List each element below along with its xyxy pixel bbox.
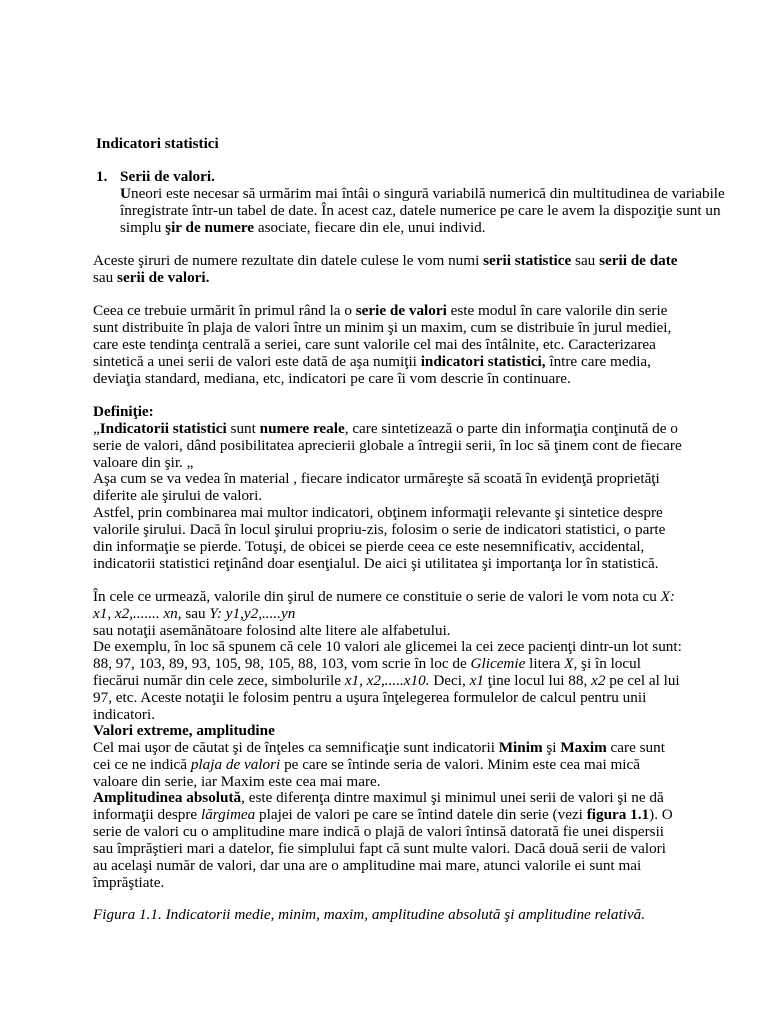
paragraph-serie-valori <box>93 303 683 388</box>
bold-term: Minim <box>498 739 543 756</box>
text-run: De exemplu, în loc să spunem că cele 10 valori ale glicemei la cei zece pacienţi dintr-un lot sunt: 88, 97, 103, 89, 93, 105, 98, 105, 88, 103, vom scrie în loc de <box>93 638 682 672</box>
text-run: „ <box>93 420 100 437</box>
text-run: pe cel al lui 97, etc. Aceste notaţii le folosim pentru a uşura înţelegerea formulelor de calcul pentru unii indicatori. <box>93 671 680 723</box>
italic-term: Glicemie <box>470 654 526 672</box>
bold-term: serii de valori. <box>117 268 210 286</box>
italic-term: lărgimea <box>200 805 256 823</box>
text-run: asociate, fiecare din ele, unui individ. <box>254 218 486 236</box>
text-run: plajei de valori pe care se întind datele din serie (vezi <box>255 805 587 823</box>
paragraph-proprietati: Aşa cum se va vedea în material , fiecare indicator urmăreşte să scoată în evidenţă proprietăţi diferite ale şirului de valori. <box>93 470 660 504</box>
text-run: Cel mai uşor de căutat şi de înţeles ca semnificaţie sunt indicatorii <box>93 739 499 756</box>
definition-heading <box>93 404 683 421</box>
bold-term: Maxim <box>560 739 607 756</box>
paragraph-minim-maxim <box>93 740 683 791</box>
bold-term: şir de numere <box>165 218 255 236</box>
text-run: şi <box>542 739 561 756</box>
bold-term: Indicatorii statistici <box>99 420 227 437</box>
text-run: ţine locul lui 88, <box>483 671 592 689</box>
paragraph-intro <box>120 186 740 237</box>
text-run: sunt <box>226 420 260 437</box>
text-run: sau <box>571 252 600 269</box>
text-run: este modul în care valorile din serie sunt distribuite în plaja de valori între un minim şi un maxim, cum se distribuie în jurul mediei, care este tendinţa centrală a seriei, care sunt valorile cel mai des întâlnite, etc. Caracterizarea sintetică a unei serii de valori este dată de aşa numiţii <box>93 302 672 370</box>
figure-caption: Figura 1.1. Indicatorii medie, minim, maxim, amplitudine absolută şi amplitudine relativă. <box>93 906 646 923</box>
text-run: care sunt cei ce ne indică <box>93 739 665 773</box>
section-title: Serii de valori. <box>120 168 215 185</box>
text-run: litera <box>525 654 565 672</box>
text-run: Deci, <box>429 671 470 689</box>
text-run: sau <box>93 268 118 286</box>
text-run: între care media, deviaţia standard, mediana, etc, indicatori pe care îi vom descrie în continuare. <box>93 352 651 387</box>
italic-term: X: x1, x2,....... xn, <box>93 588 675 622</box>
bold-term: Amplitudinea absolută <box>93 789 242 806</box>
italic-term: x1, x2,.....x10. <box>344 671 430 689</box>
text-run: Ceea ce trebuie urmărit în primul rând la o <box>93 302 356 319</box>
bold-term: serii statistice <box>483 252 572 269</box>
text-run: sau notaţii asemănătoare folosind alte litere ale alfabetului. <box>93 621 451 639</box>
bold-term: indicatori statistici, <box>420 352 546 370</box>
drop-letter: U <box>120 185 131 202</box>
paragraph-amplitudine <box>93 790 683 891</box>
bold-term: Valori extreme, amplitudine <box>93 722 275 739</box>
section-heading-serii <box>96 169 215 186</box>
bold-term: figura 1.1 <box>586 805 650 823</box>
paragraph-combinare: Astfel, prin combinarea mai multor indicatori, obţinem informaţii relevante şi sintetice despre valorile şirului. Dacă în locul şirului propriu-zis, folosim o serie de indicatori statistici, o parte din informaţie se pierde. Totuşi, de obicei se pierde ceea ce este nesemnificativ, accidental, indicatorii statistici reţinând doar esenţialul. De aici şi utilitatea şi importanţa lor în statistică. <box>93 504 666 572</box>
page-title: Indicatori statistici <box>96 135 219 152</box>
section-heading-valori-extreme <box>93 723 683 740</box>
section-number: 1. <box>96 168 108 185</box>
bold-term: serii de date <box>599 252 678 269</box>
bold-term: numere reale <box>259 420 345 437</box>
text-run: Aceste şiruri de numere rezultate din datele culese le vom numi <box>93 252 484 269</box>
paragraph-notatii <box>93 589 683 640</box>
italic-term: Y: y1,y2,.....yn <box>209 604 296 622</box>
italic-term: X, <box>564 654 578 672</box>
text-run: şi în locul fiecărui număr din cele zece, simbolurile <box>93 654 641 689</box>
text-run: sau <box>181 604 210 622</box>
text-run: În cele ce urmează, valorile din şirul de numere ce constituie o serie de valori le vom nota cu <box>93 588 661 605</box>
text-run: ). O serie de valori cu o amplitudine mare indică o plajă de valori întinsă datorată fie unei dispersii sau împrăştieri mari a datelor, fie simplului fapt că sunt multe valori. Dacă două serii de valori au acelaşi număr de valori, dar una are o amplitudine mai mare, atunci valorile ei sunt mai împrăştiate. <box>93 805 673 891</box>
text-run: neori este necesar să urmărim mai întâi o singură variabilă numerică din multitudinea de variabile înregistrate într-un tabel de date. În acest caz, datele numerice pe care le avem la dispoziţie sunt un simplu <box>120 185 725 236</box>
paragraph-definition <box>93 421 683 472</box>
text-run: pe care se întinde seria de valori. Minim este cea mai mică valoare din serie, iar Maxim este cea mai mare. <box>93 755 640 790</box>
text-run: , este diferenţa dintre maximul şi minimul unei serii de valori şi ne dă informaţii despre <box>93 789 664 823</box>
paragraph-exemplu <box>93 639 683 724</box>
italic-term: plaja de valori <box>190 755 281 773</box>
paragraph-serii-statistice <box>93 253 683 287</box>
bold-term: Definiţie: <box>93 403 154 420</box>
italic-term: x2 <box>591 671 606 689</box>
bold-term: serie de valori <box>355 302 447 319</box>
italic-term: x1 <box>469 671 484 689</box>
text-run: , care sintetizează o parte din informaţia conţinută de o serie de valori, dând posibilitatea aprecierii globale a întregii serii, în loc să ţinem cont de fiecare valoare din şir. „ <box>93 420 682 471</box>
